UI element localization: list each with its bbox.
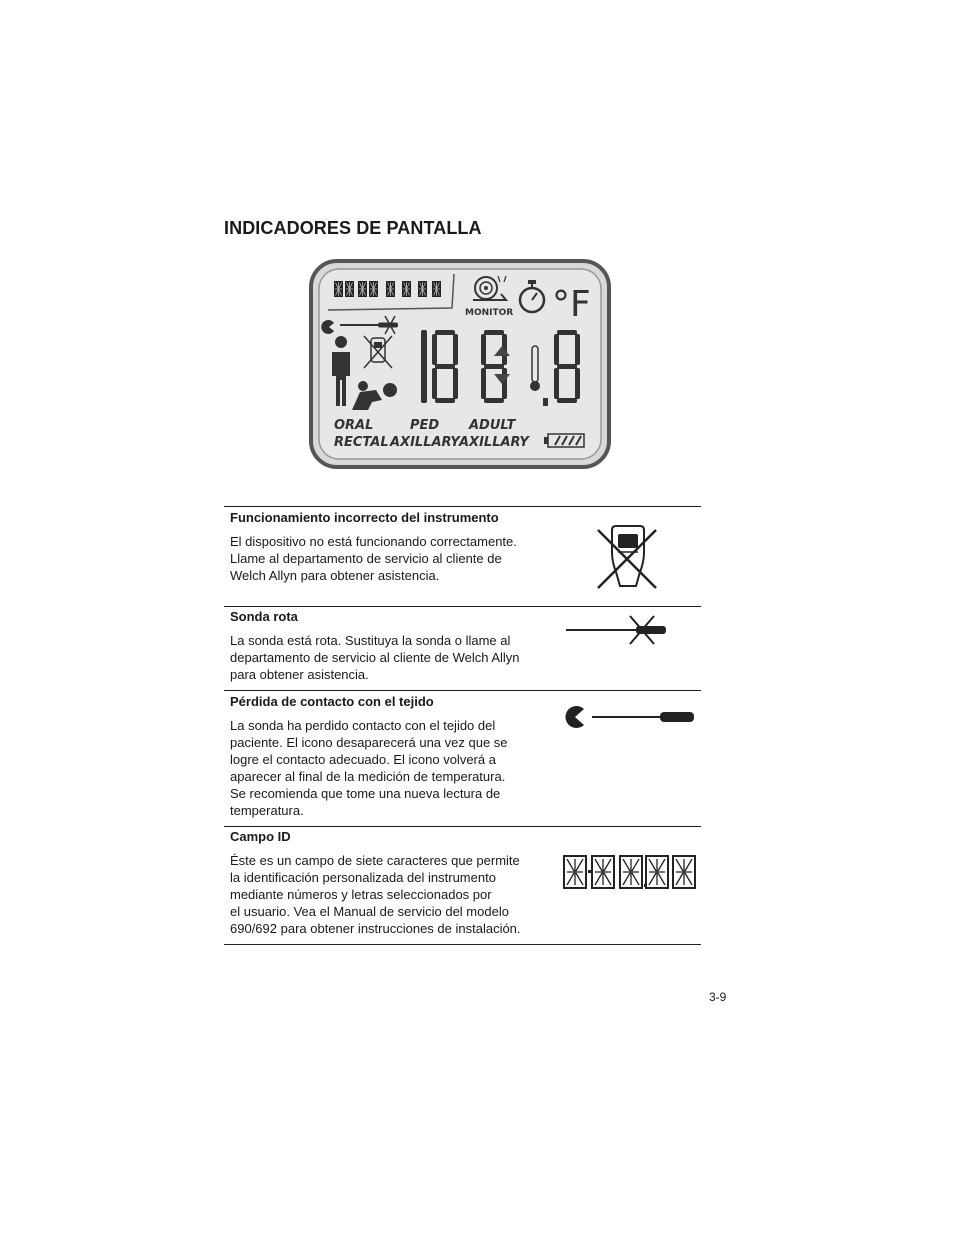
entry-text-line: aparecer al final de la medición de temperatura. (230, 769, 506, 784)
entry-text-line: para obtener asistencia. (230, 667, 369, 682)
entry-text-line: El dispositivo no está funcionando correctamente. (230, 534, 517, 549)
table-rule (224, 944, 701, 945)
entry-text-line: la identificación personalizada del instrumento (230, 870, 496, 885)
mode-adult: ADULT (469, 418, 516, 433)
tissue-contact-loss-icon (562, 702, 696, 732)
entry-text-line: mediante números y letras seleccionados por (230, 887, 492, 902)
entry-text-line: Llame al departamento de servicio al cliente de (230, 551, 502, 566)
entry-heading: Sonda rota (230, 609, 298, 624)
crossed-device-icon (596, 522, 660, 592)
table-rule (224, 690, 701, 691)
broken-probe-icon (564, 612, 670, 648)
entry-text-line: 690/692 para obtener instrucciones de instalación. (230, 921, 521, 936)
page-title: INDICADORES DE PANTALLA (224, 218, 482, 238)
entry-text-line: Welch Allyn para obtener asistencia. (230, 568, 440, 583)
mode-axillary-ped: AXILLARY (390, 435, 460, 450)
entry-id-field (230, 829, 550, 937)
entry-heading: Funcionamiento incorrecto del instrumento (230, 510, 499, 525)
entry-text-line: La sonda está rota. Sustituya la sonda o llame al (230, 633, 511, 648)
mode-rectal: RECTAL (334, 435, 389, 450)
entry-instrument-malfunction (230, 510, 550, 584)
table-rule (224, 606, 701, 607)
entry-text-line: La sonda ha perdido contacto con el tejido del (230, 718, 496, 733)
entry-heading: Pérdida de contacto con el tejido (230, 694, 434, 709)
id-field-icon (562, 854, 698, 890)
mode-axillary-adult: AXILLARY (459, 435, 529, 450)
mode-oral: ORAL (334, 418, 374, 433)
unit-label: °F (552, 284, 591, 325)
entry-heading: Campo ID (230, 829, 291, 844)
entry-text-line: Éste es un campo de siete caracteres que permite (230, 853, 520, 868)
monitor-label: MONITOR (465, 308, 514, 318)
entry-text-line: temperatura. (230, 803, 304, 818)
entry-text-line: departamento de servicio al cliente de Welch Allyn (230, 650, 520, 665)
entry-text-line: Se recomienda que tome una nueva lectura de (230, 786, 501, 801)
entry-tissue-contact-loss (230, 694, 550, 819)
page-number: 3-9 (709, 990, 727, 1004)
entry-text-line: paciente. El icono desaparecerá una vez que se (230, 735, 508, 750)
entry-text-line: logre el contacto adecuado. El icono volverá a (230, 752, 496, 767)
entry-broken-probe (230, 609, 550, 683)
mode-ped: PED (410, 418, 440, 433)
table-rule (224, 826, 701, 827)
entry-text-line: el usuario. Vea el Manual de servicio del modelo (230, 904, 509, 919)
table-rule (224, 506, 701, 507)
lcd-display-illustration (308, 258, 612, 470)
id-segment-field (334, 281, 441, 297)
